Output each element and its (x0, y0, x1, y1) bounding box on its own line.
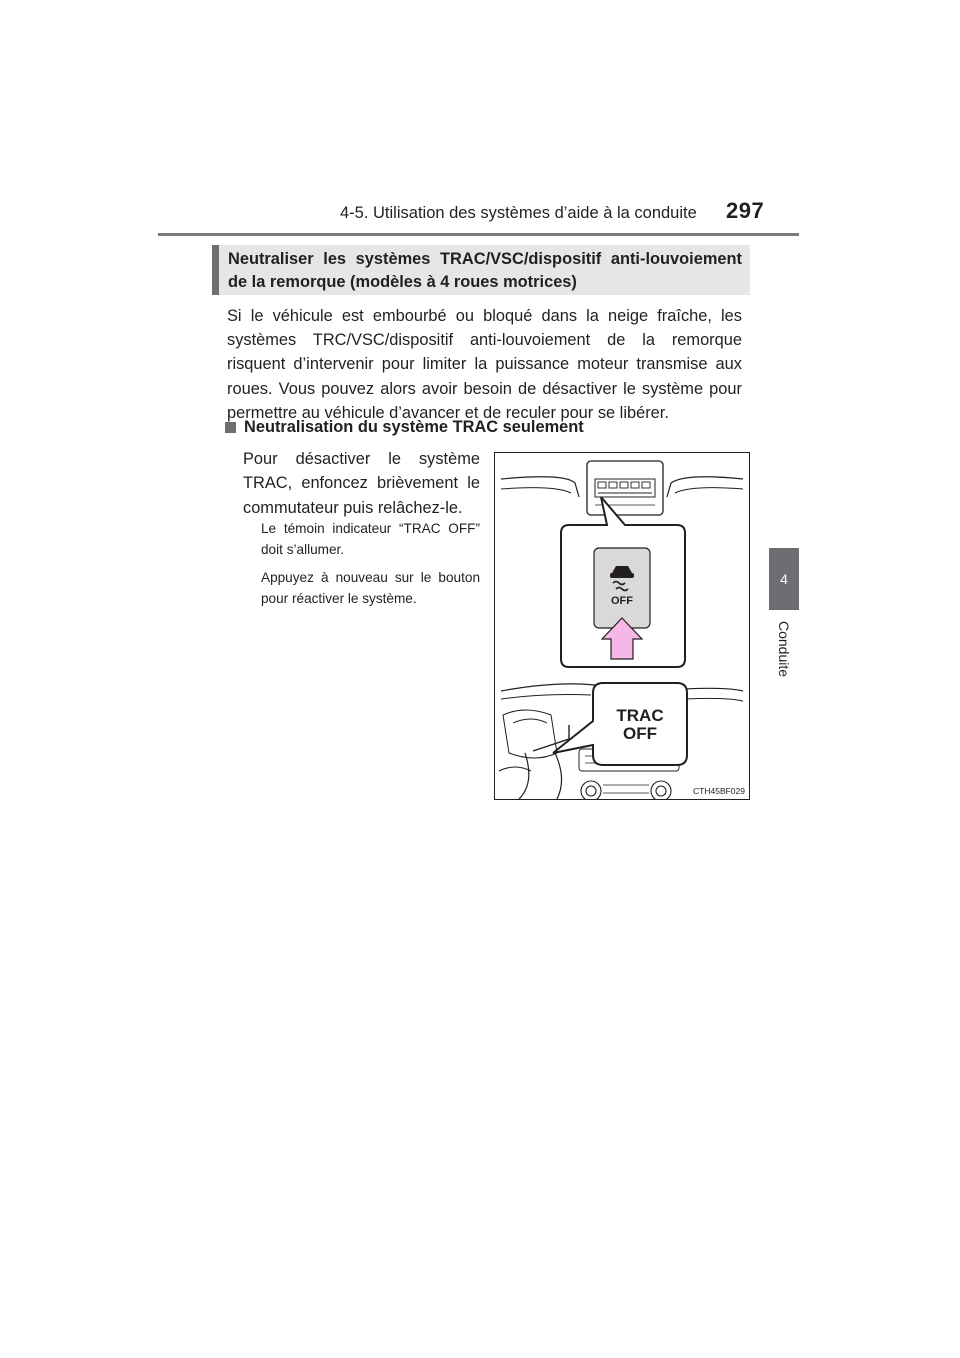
step-instruction: Pour désactiver le système TRAC, enfoncez brièvement le commutateur puis relâchez-le. (243, 450, 480, 517)
switch-off-label: OFF (611, 595, 633, 607)
figure-code: CTH45BF029 (693, 786, 745, 796)
chapter-number: 4 (780, 571, 788, 587)
chapter-label (769, 618, 799, 680)
header-title: 4-5. Utilisation des systèmes d’aide à la conduite (340, 204, 697, 222)
header-rule (158, 233, 799, 236)
trac-off-figure (494, 452, 750, 800)
note-indicator: Le témoin indicateur “TRAC OFF” doit s’allumer. (261, 521, 480, 557)
chapter-tab[interactable] (769, 548, 799, 610)
indicator-off-label: OFF (623, 724, 657, 743)
dashboard-illustration (495, 453, 749, 799)
intro-paragraph: Si le véhicule est embourbé ou bloqué dans la neige fraîche, les systèmes TRC/VSC/dispositif anti-louvoiement de la remorque risquent d’intervenir pour limiter la puissance moteur transmise aux roues. Vous pouvez alors avoir besoin de désactiver le système pour permettre au véhicule d’avancer et de reculer pour se libérer. (227, 307, 742, 422)
page-number: 297 (726, 198, 765, 223)
chapter-label-text: Conduite (776, 620, 793, 678)
indicator-trac-label: TRAC (616, 706, 664, 725)
note-reactivate: Appuyez à nouveau sur le bouton pour réactiver le système. (261, 570, 480, 606)
section-heading: Neutraliser les systèmes TRAC/VSC/dispositif anti-louvoiement de la remorque (modèles à 4 roues motrices) (212, 245, 750, 295)
subsection-heading-text: Neutralisation du système TRAC seulement (244, 418, 584, 436)
square-bullet-icon (225, 422, 236, 433)
subsection-heading (225, 418, 584, 437)
